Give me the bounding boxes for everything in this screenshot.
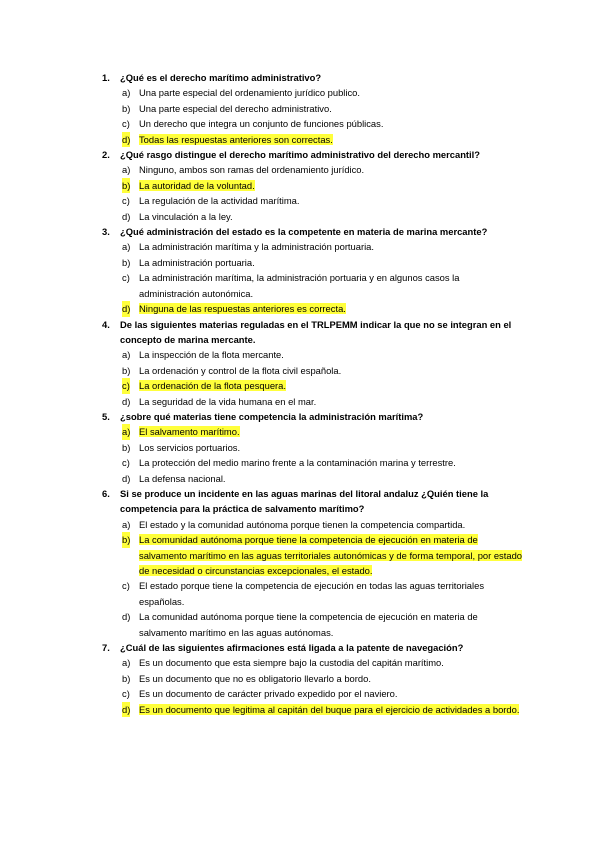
option-text: La administración marítima y la administración portuaria. bbox=[139, 241, 374, 253]
question-item bbox=[102, 70, 522, 147]
option-text: Los servicios portuarios. bbox=[139, 441, 241, 453]
option-text: El estado porque tiene la competencia de ejecución en todas las aguas territoriales españolas. bbox=[139, 580, 485, 607]
option-letter: b) bbox=[122, 102, 131, 114]
option-text: La inspección de la flota mercante. bbox=[139, 349, 284, 361]
option-letter: b) bbox=[122, 532, 130, 547]
question-number: 5. bbox=[102, 410, 110, 422]
question-number: 4. bbox=[102, 318, 110, 330]
question-number: 1. bbox=[102, 72, 110, 83]
option-letter: b) bbox=[122, 441, 131, 453]
answer-options bbox=[102, 347, 522, 409]
option-letter: b) bbox=[122, 672, 131, 684]
option-letter: a) bbox=[122, 241, 131, 253]
answer-option bbox=[102, 239, 522, 254]
answer-options bbox=[102, 655, 522, 717]
answer-option bbox=[102, 347, 522, 362]
option-text: Una parte especial del derecho administrativo. bbox=[139, 102, 332, 114]
question-item bbox=[102, 409, 522, 486]
option-text: La autoridad de la voluntad. bbox=[139, 179, 255, 191]
question-item bbox=[102, 147, 522, 224]
option-text: Ninguno, ambos son ramas del ordenamiento jurídico. bbox=[139, 164, 365, 176]
option-text: Ninguna de las respuestas anteriores es correcta. bbox=[139, 303, 346, 315]
answer-option bbox=[102, 686, 522, 701]
question-text: ¿Qué rasgo distingue el derecho marítimo administrativo del derecho mercantil? bbox=[120, 149, 480, 161]
question-item bbox=[102, 317, 522, 409]
answer-option-highlighted bbox=[102, 301, 522, 316]
answer-option bbox=[102, 209, 522, 224]
answer-option bbox=[102, 193, 522, 208]
option-letter: c) bbox=[122, 195, 130, 207]
option-letter: a) bbox=[122, 349, 131, 361]
option-text: La regulación de la actividad marítima. bbox=[139, 195, 300, 207]
option-letter: d) bbox=[122, 210, 131, 222]
answer-option bbox=[102, 517, 522, 532]
option-letter: a) bbox=[122, 657, 131, 669]
option-letter: d) bbox=[122, 472, 131, 484]
answer-options bbox=[102, 85, 522, 147]
question-item bbox=[102, 486, 522, 640]
answer-option bbox=[102, 116, 522, 131]
option-letter: c) bbox=[122, 118, 130, 130]
question-item bbox=[102, 640, 522, 717]
answer-option bbox=[102, 101, 522, 116]
answer-option-highlighted bbox=[102, 178, 522, 193]
answer-option bbox=[102, 363, 522, 378]
answer-options bbox=[102, 424, 522, 486]
question-number: 2. bbox=[102, 149, 110, 161]
answer-option-highlighted bbox=[102, 424, 522, 439]
option-letter: b) bbox=[122, 178, 130, 193]
answer-options bbox=[102, 239, 522, 316]
option-letter: d) bbox=[122, 611, 131, 623]
option-text: Todas las respuestas anteriores son correctas. bbox=[139, 133, 333, 145]
question-number: 6. bbox=[102, 487, 110, 499]
answer-option bbox=[102, 255, 522, 270]
question-number: 3. bbox=[102, 226, 110, 238]
option-letter: c) bbox=[122, 378, 130, 393]
option-letter: b) bbox=[122, 364, 131, 376]
question-text: Si se produce un incidente en las aguas marinas del litoral andaluz ¿Quién tiene la competencia para la práctica de salvamento marítimo? bbox=[120, 487, 489, 515]
question-item bbox=[102, 224, 522, 316]
option-letter: a) bbox=[122, 87, 131, 99]
option-letter: d) bbox=[122, 301, 130, 316]
option-text: La administración portuaria. bbox=[139, 256, 255, 268]
option-letter: d) bbox=[122, 132, 130, 147]
answer-option-highlighted bbox=[102, 132, 522, 147]
option-letter: a) bbox=[122, 424, 130, 439]
option-letter: c) bbox=[122, 457, 130, 469]
question-text: ¿sobre qué materias tiene competencia la administración marítima? bbox=[120, 410, 424, 422]
option-text: La comunidad autónoma porque tiene la competencia de ejecución en materia de salvamento marítimo en las aguas territoriales autonómicas y de forma temporal, por estado de necesidad o circunstancias excepcionales, el estado. bbox=[139, 534, 522, 576]
option-letter: c) bbox=[122, 580, 130, 592]
option-text: La seguridad de la vida humana en el mar. bbox=[139, 395, 317, 407]
option-text: El salvamento marítimo. bbox=[139, 426, 240, 438]
answer-options bbox=[102, 162, 522, 224]
answer-option-highlighted bbox=[102, 702, 522, 717]
question-text: ¿Qué administración del estado es la competente en materia de marina mercante? bbox=[120, 226, 488, 238]
question-text: De las siguientes materias reguladas en el TRLPEMM indicar la que no se integran en el concepto de marina mercante. bbox=[120, 318, 512, 345]
option-letter: b) bbox=[122, 256, 131, 268]
option-text: Es un documento que esta siempre bajo la custodia del capitán marítimo. bbox=[139, 657, 444, 669]
option-text: Es un documento de carácter privado expedido por el naviero. bbox=[139, 688, 398, 700]
option-letter: d) bbox=[122, 702, 130, 717]
option-text: La defensa nacional. bbox=[139, 472, 226, 484]
option-letter: a) bbox=[122, 164, 131, 176]
answer-option bbox=[102, 270, 522, 301]
question-text: ¿Qué es el derecho marítimo administrativo? bbox=[120, 72, 322, 83]
option-text: La vinculación a la ley. bbox=[139, 210, 233, 222]
option-text: Una parte especial del ordenamiento jurídico publico. bbox=[139, 87, 360, 99]
answer-option-highlighted bbox=[102, 378, 522, 393]
question-number: 7. bbox=[102, 642, 110, 654]
answer-option bbox=[102, 578, 522, 609]
option-text: La protección del medio marino frente a la contaminación marina y terrestre. bbox=[139, 457, 456, 469]
option-letter: c) bbox=[122, 272, 130, 284]
answer-option bbox=[102, 655, 522, 670]
option-letter: a) bbox=[122, 518, 131, 530]
option-text: La ordenación de la flota pesquera. bbox=[139, 380, 286, 392]
answer-option bbox=[102, 440, 522, 455]
answer-option bbox=[102, 162, 522, 177]
question-list bbox=[102, 70, 522, 717]
answer-option bbox=[102, 609, 522, 640]
answer-option bbox=[102, 85, 522, 100]
option-letter: d) bbox=[122, 395, 131, 407]
answer-option bbox=[102, 455, 522, 470]
option-text: Es un documento que legitima al capitán del buque para el ejercicio de actividades a bordo. bbox=[139, 703, 520, 715]
option-text: Es un documento que no es obligatorio llevarlo a bordo. bbox=[139, 672, 371, 684]
option-text: El estado y la comunidad autónoma porque tienen la competencia compartida. bbox=[139, 518, 466, 530]
option-text: La ordenación y control de la flota civil española. bbox=[139, 364, 342, 376]
option-letter: c) bbox=[122, 688, 130, 700]
question-text: ¿Cuál de las siguientes afirmaciones está ligada a la patente de navegación? bbox=[120, 642, 464, 654]
answer-options bbox=[102, 517, 522, 640]
answer-option bbox=[102, 471, 522, 486]
option-text: Un derecho que integra un conjunto de funciones públicas. bbox=[139, 118, 384, 130]
answer-option bbox=[102, 671, 522, 686]
option-text: La comunidad autónoma porque tiene la competencia de ejecución en materia de salvamento marítimo en las aguas autónomas. bbox=[139, 611, 478, 638]
option-text: La administración marítima, la administración portuaria y en algunos casos la administración autonómica. bbox=[139, 272, 460, 299]
answer-option-highlighted bbox=[102, 532, 522, 578]
answer-option bbox=[102, 394, 522, 409]
